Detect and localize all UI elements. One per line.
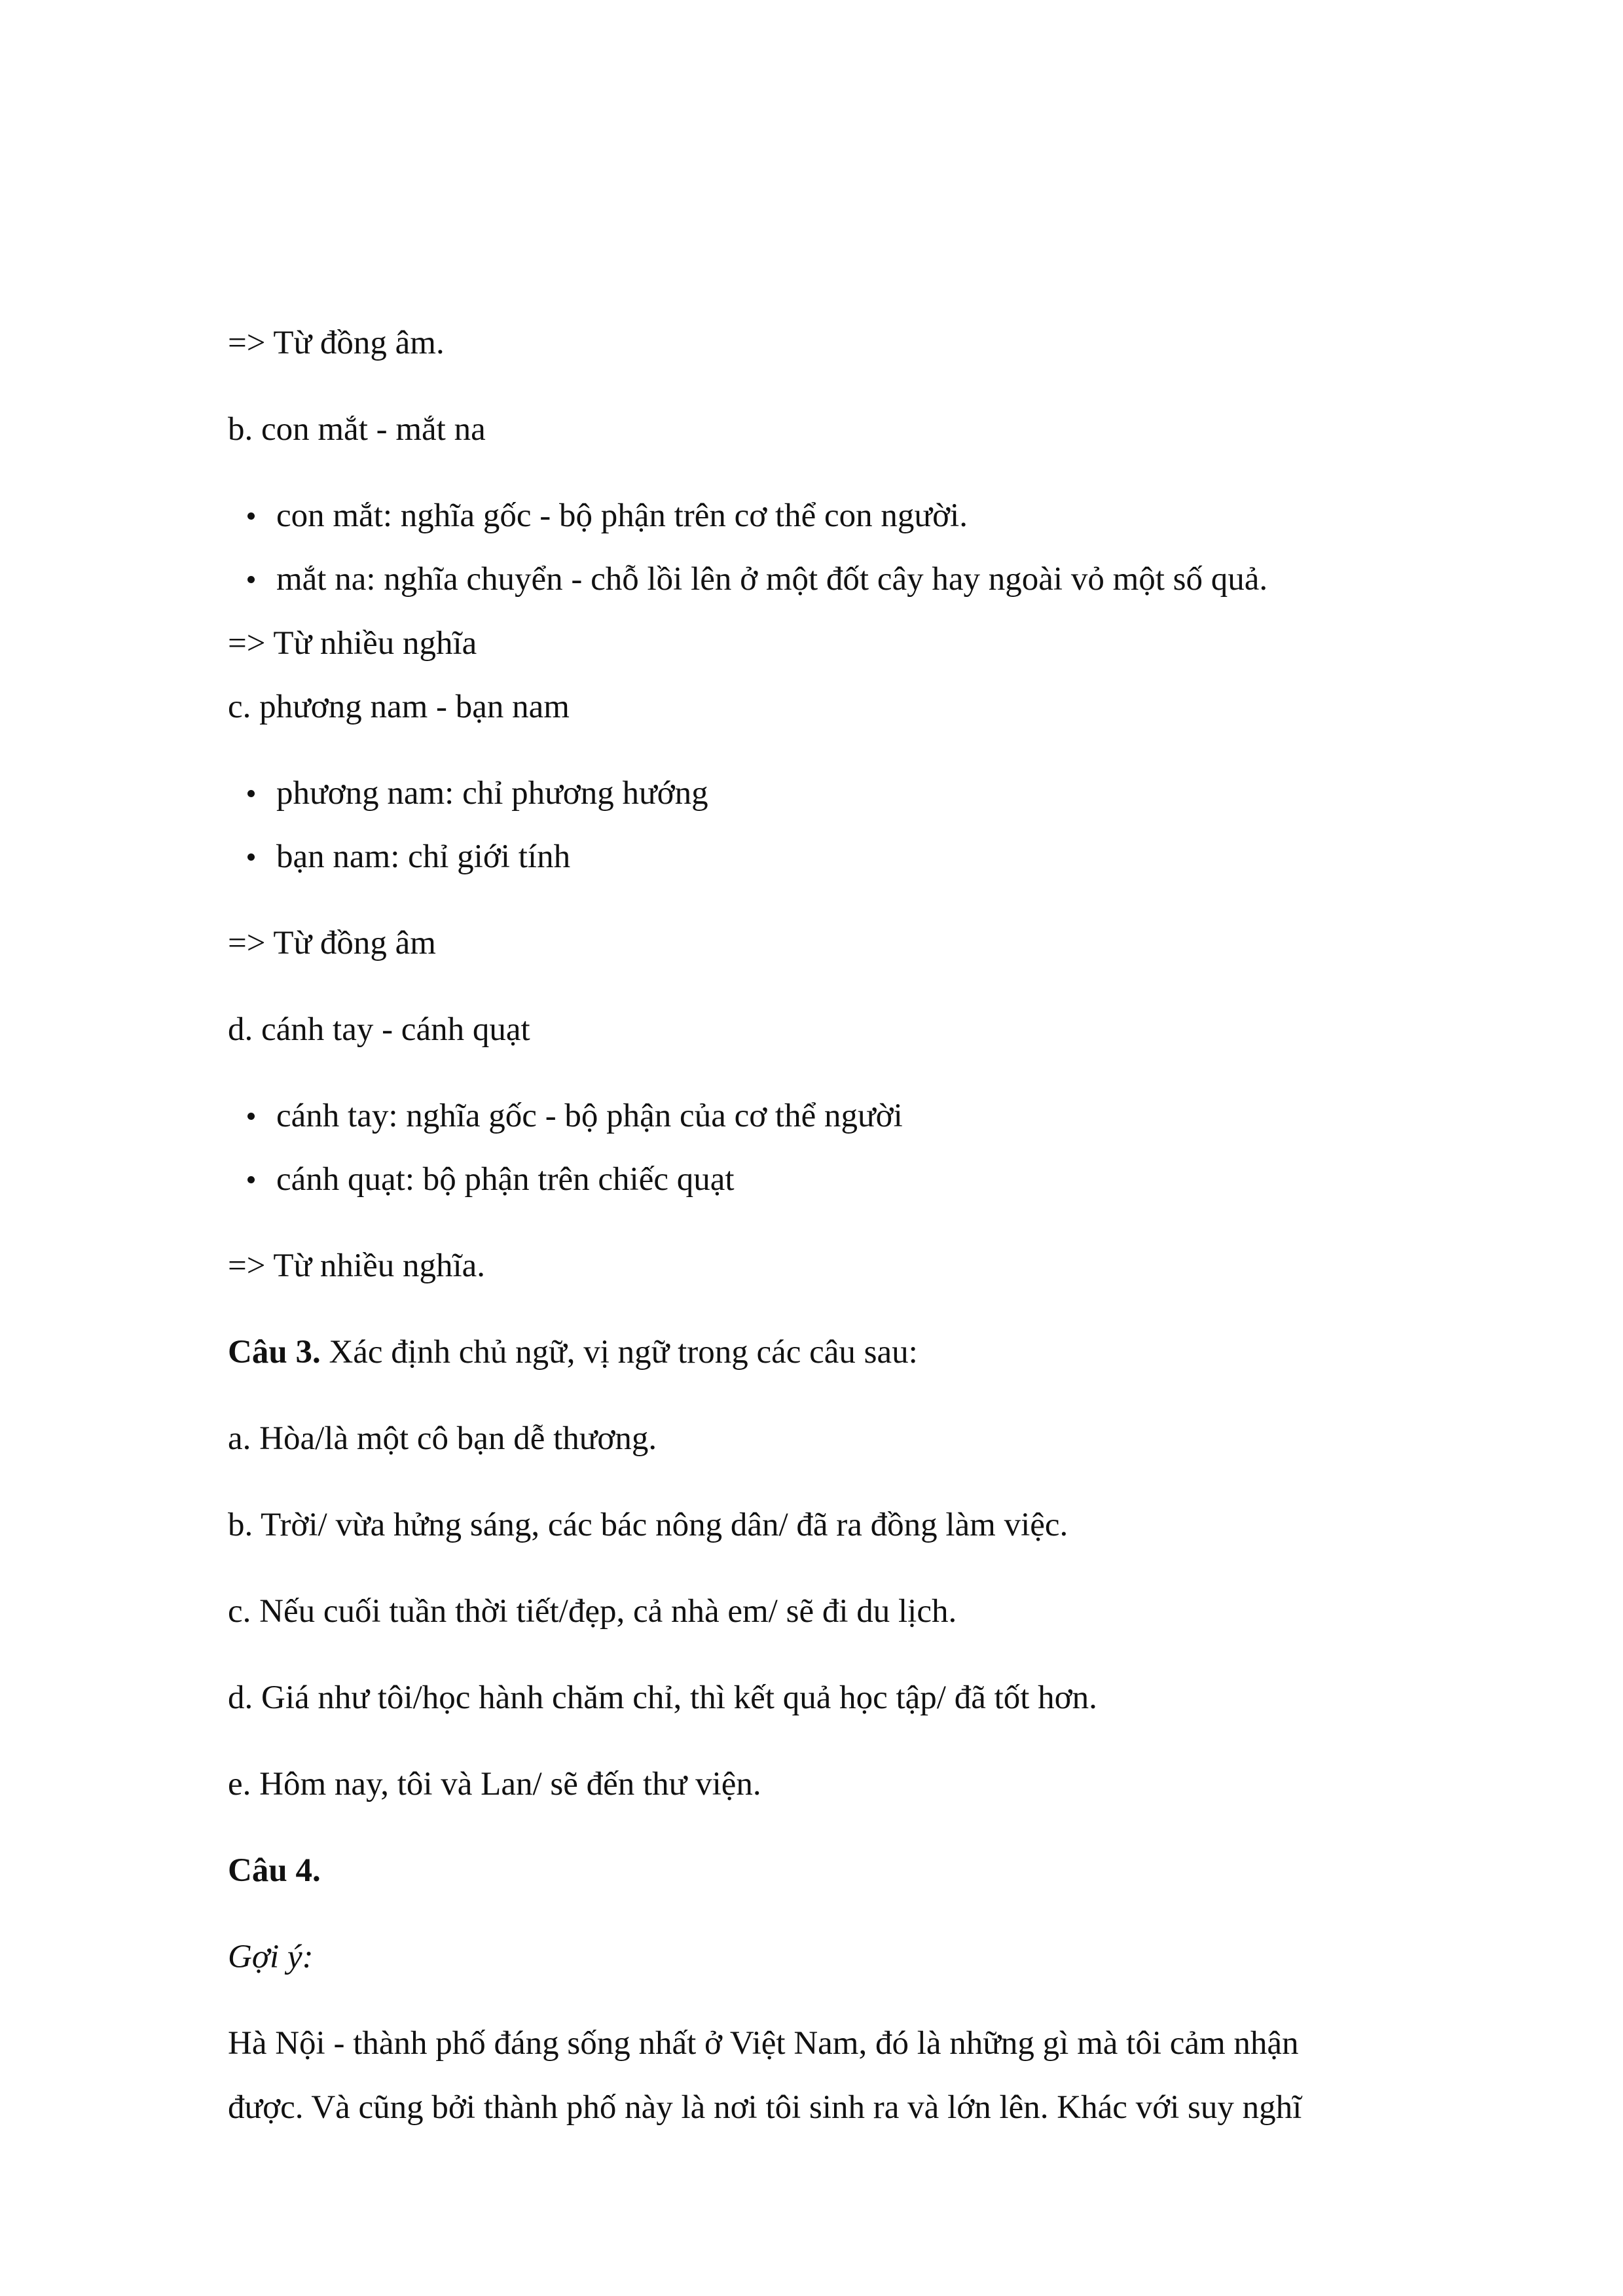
- essay-paragraph-line-2: được. Và cũng bởi thành phố này là nơi tôi sinh ra và lớn lên. Khác với suy nghĩ: [228, 2089, 1302, 2126]
- list-item: [276, 1096, 903, 1136]
- q3-sentence-b: b. Trời/ vừa hửng sáng, các bác nông dân/ đã ra đồng làm việc.: [228, 1507, 1068, 1543]
- q3-sentence-e: e. Hôm nay, tôi và Lan/ sẽ đến thư viện.: [228, 1766, 761, 1803]
- bullet-icon: [247, 1113, 255, 1120]
- list-item: [276, 837, 570, 876]
- bullet-icon: [247, 790, 255, 797]
- list-item-text: con mắt: nghĩa gốc - bộ phận trên cơ thể con người.: [276, 497, 968, 534]
- q3-sentence-c: c. Nếu cuối tuần thời tiết/đẹp, cả nhà em/ sẽ đi du lịch.: [228, 1593, 957, 1630]
- question-3: [228, 1333, 918, 1372]
- result-line-c: => Từ đồng âm: [228, 925, 436, 961]
- item-c-heading: c. phương nam - bạn nam: [228, 689, 570, 725]
- item-b-heading: b. con mắt - mắt na: [228, 411, 486, 448]
- list-item-text: cánh quạt: bộ phận trên chiếc quạt: [276, 1161, 735, 1198]
- essay-paragraph-line-1: Hà Nội - thành phố đáng sống nhất ở Việt Nam, đó là những gì mà tôi cảm nhận: [228, 2025, 1299, 2062]
- list-item: [276, 496, 968, 535]
- list-item-text: bạn nam: chỉ giới tính: [276, 838, 571, 875]
- result-line-a: => Từ đồng âm.: [228, 325, 445, 361]
- item-d-heading: d. cánh tay - cánh quạt: [228, 1011, 530, 1048]
- bullet-icon: [247, 576, 255, 583]
- list-item: [276, 560, 1267, 599]
- bullet-icon: [247, 512, 255, 520]
- q3-sentence-a: a. Hòa/là một cô bạn dễ thương.: [228, 1420, 657, 1457]
- list-item: [276, 774, 708, 813]
- list-item-text: mắt na: nghĩa chuyển - chỗ lồi lên ở một đốt cây hay ngoài vỏ một số quả.: [276, 561, 1268, 598]
- result-line-d: => Từ nhiều nghĩa.: [228, 1247, 486, 1284]
- q3-sentence-d: d. Giá như tôi/học hành chăm chỉ, thì kết quả học tập/ đã tốt hơn.: [228, 1679, 1097, 1716]
- list-item-text: phương nam: chỉ phương hướng: [276, 775, 708, 812]
- question-3-label: Câu 3.: [228, 1334, 321, 1371]
- question-4-label: Câu 4.: [228, 1852, 321, 1889]
- hint-label: Gợi ý:: [228, 1939, 314, 1975]
- list-item-text: cánh tay: nghĩa gốc - bộ phận của cơ thể người: [276, 1098, 903, 1134]
- result-line-b: => Từ nhiều nghĩa: [228, 625, 477, 662]
- bullet-icon: [247, 1176, 255, 1183]
- question-3-text: Xác định chủ ngữ, vị ngữ trong các câu sau:: [320, 1334, 918, 1371]
- list-item: [276, 1160, 735, 1199]
- bullet-icon: [247, 853, 255, 861]
